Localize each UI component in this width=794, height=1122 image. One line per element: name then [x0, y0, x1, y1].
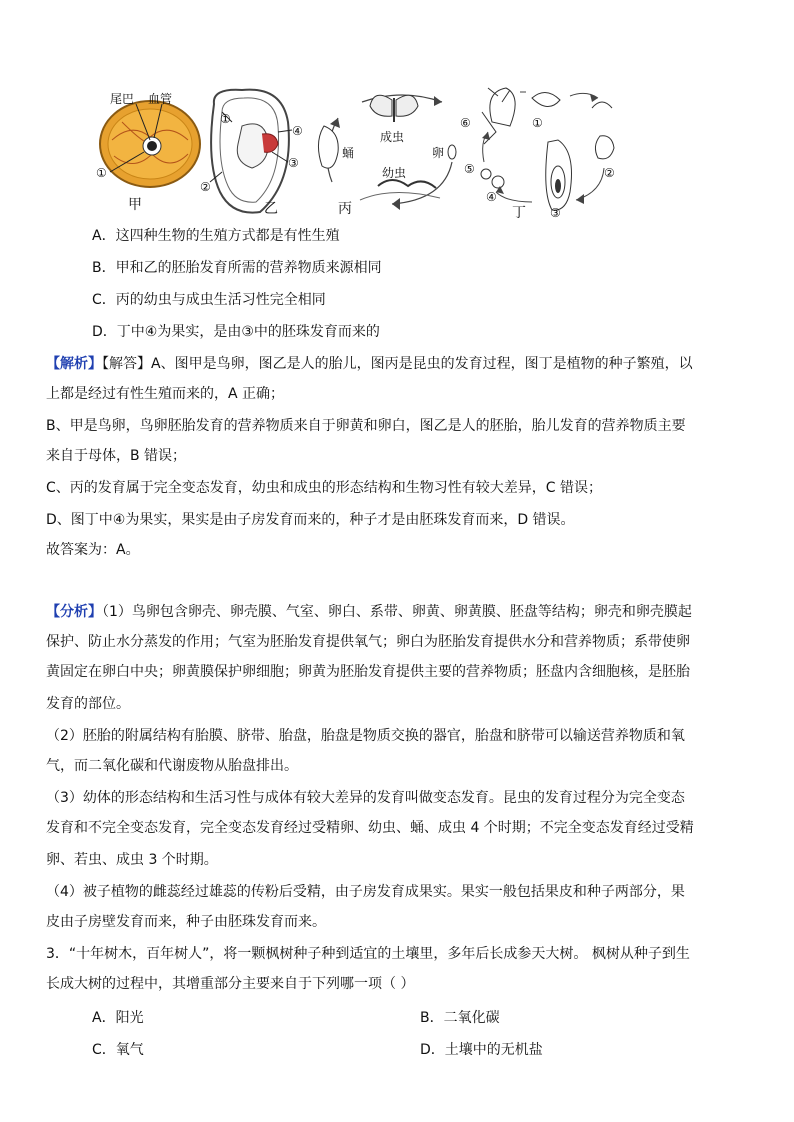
life-cycle-figure — [92, 82, 692, 220]
bird-egg-diagram — [100, 101, 200, 187]
caption-bing: 丙 — [338, 201, 352, 217]
plant-cycle-diagram — [481, 88, 614, 210]
label-ding-2: ② — [604, 166, 615, 180]
q3-option-b: B．二氧化碳 — [420, 1010, 500, 1026]
label-yi-3: ③ — [288, 156, 299, 170]
review-line-11: 皮由子房壁发育而来，种子由胚珠发育而来。 — [46, 914, 326, 930]
analysis-line-5: C、丙的发育属于完全变态发育，幼虫和成虫的形态结构和生物习性有较大差异，C 错误； — [46, 480, 602, 496]
review-line-1 — [46, 602, 692, 622]
review-line-6: 气，而二氧化碳和代谢废物从胎盘排出。 — [46, 758, 298, 774]
label-larva: 幼虫 — [382, 166, 407, 180]
option-d: D．丁中④为果实，是由③中的胚珠发育而来的 — [92, 324, 380, 340]
review-line-7: （3）幼体的形态结构和生活习性与成体有较大差异的发育叫做变态发育。昆虫的发育过程分为完全变态 — [46, 790, 685, 806]
label-yi-4: ④ — [292, 124, 303, 138]
analysis-line-6: D、图丁中④为果实，果实是由子房发育而来的，种子才是由胚珠发育而来，D 错误。 — [46, 512, 575, 528]
label-ding-4: ④ — [486, 190, 497, 204]
caption-ding: 丁 — [512, 205, 526, 221]
label-ding-6: ⑥ — [460, 116, 471, 130]
label-yi-1: ① — [220, 112, 231, 126]
review-line-8: 发育和不完全变态发育，完全变态发育经过受精卵、幼虫、蛹、成虫 4 个时期；不完全变态发育经过受精 — [46, 820, 694, 836]
review-line-3: 黄固定在卵白中央；卵黄膜保护卵细胞；卵黄为胚胎发育提供主要的营养物质；胚盘内含细胞核，是胚胎 — [46, 664, 690, 680]
question-figure — [92, 82, 692, 220]
review-line-10: （4）被子植物的雌蕊经过雄蕊的传粉后受精，由子房发育成果实。果实一般包括果皮和种子两部分，果 — [46, 884, 685, 900]
label-ding-5: ⑤ — [464, 162, 475, 176]
option-c: C．丙的幼虫与成虫生活习性完全相同 — [92, 292, 326, 308]
analysis-line-2: 上都是经过有性生殖而来的，A 正确； — [46, 386, 285, 402]
analysis-line-4: 来自于母体，B 错误； — [46, 448, 187, 464]
analysis-line-1 — [46, 354, 693, 374]
analysis-answer: 故答案为：A。 — [46, 542, 140, 558]
caption-yi: 乙 — [264, 201, 278, 217]
option-b: B．甲和乙的胚胎发育所需的营养物质来源相同 — [92, 260, 382, 276]
label-ding-3: ③ — [550, 206, 561, 220]
analysis-tag: 【解析】 — [46, 356, 102, 372]
review-line-4: 发育的部位。 — [46, 696, 130, 712]
analysis-line-3: B、甲是鸟卵，鸟卵胚胎发育的营养物质来自于卵黄和卵白，图乙是人的胚胎，胎儿发育的营养物质主要 — [46, 418, 686, 434]
label-adult: 成虫 — [380, 130, 405, 144]
review-line-2: 保护、防止水分蒸发的作用；气室为胚胎发育提供氧气；卵白为胚胎发育提供水分和营养物质；系带使卵 — [46, 634, 690, 650]
q3-option-c: C．氧气 — [92, 1042, 144, 1058]
question-3-stem-1: 3．“十年树木，百年树人”，将一颗枫树种子种到适宜的土壤里，多年后长成参天大树。 枫树从种子到生 — [46, 946, 690, 962]
label-pupa: 蛹 — [342, 146, 355, 160]
question-3-stem-2: 长成大树的过程中，其增重部分主要来自于下列哪一项（ ） — [46, 976, 415, 992]
caption-jia: 甲 — [128, 197, 142, 213]
label-ding-1: ① — [532, 116, 543, 130]
analysis-text-1: 【解答】A、图甲是鸟卵，图乙是人的胎儿，图丙是昆虫的发育过程，图丁是植物的种子繁殖，以 — [102, 356, 693, 372]
label-egg: 卵 — [432, 146, 445, 160]
q3-option-d: D．土壤中的无机盐 — [420, 1042, 543, 1058]
review-tag: 【分析】 — [46, 604, 102, 620]
q3-option-a: A．阳光 — [92, 1010, 144, 1026]
review-text-1: （1）鸟卵包含卵壳、卵壳膜、气室、卵白、系带、卵黄、卵黄膜、胚盘等结构；卵壳和卵壳膜起 — [102, 604, 692, 620]
fetus-diagram — [210, 90, 292, 213]
option-a: A．这四种生物的生殖方式都是有性生殖 — [92, 228, 340, 244]
label-jia-1: ① — [96, 166, 107, 180]
label-blood-vessel: 血管 — [148, 92, 173, 106]
label-yi-2: ② — [200, 180, 211, 194]
review-line-5: （2）胚胎的附属结构有胎膜、脐带、胎盘，胎盘是物质交换的器官，胎盘和脐带可以输送营养物质和氧 — [46, 728, 685, 744]
review-line-9: 卵、若虫、成虫 3 个时期。 — [46, 852, 218, 868]
label-tail: 尾巴 — [110, 92, 135, 106]
